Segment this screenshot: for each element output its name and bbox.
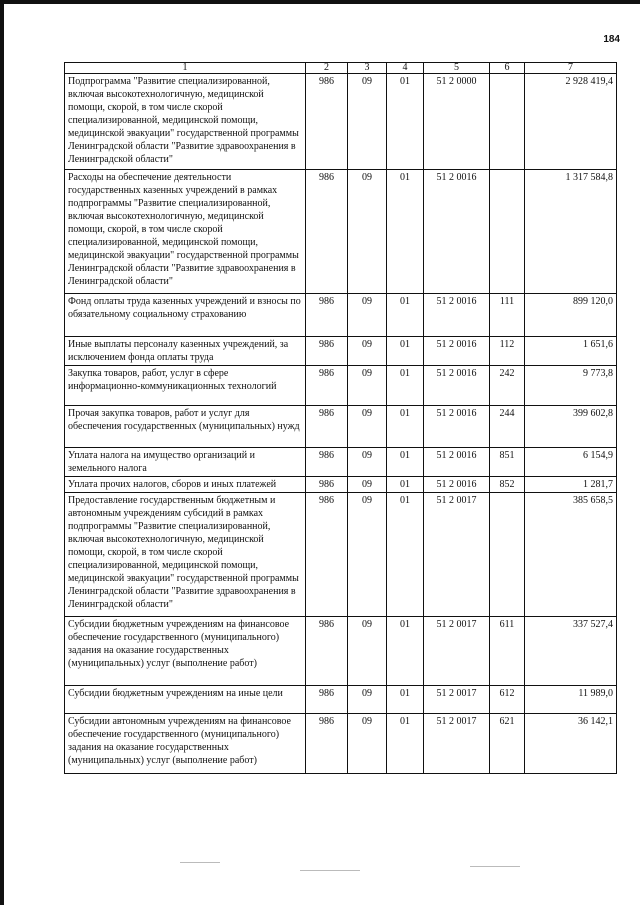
expense-type-code: 111	[490, 294, 525, 337]
subsection-code: 01	[387, 493, 424, 617]
column-header: 4	[387, 63, 424, 74]
ministry-code: 986	[306, 170, 348, 294]
section-code: 09	[348, 366, 387, 406]
subsection-code: 01	[387, 406, 424, 448]
target-code: 51 2 0016	[424, 337, 490, 366]
target-code: 51 2 0016	[424, 406, 490, 448]
subsection-code: 01	[387, 74, 424, 170]
row-description: Фонд оплаты труда казенных учреждений и взносы по обязательному социальному страхованию	[65, 294, 306, 337]
column-header: 2	[306, 63, 348, 74]
amount: 385 658,5	[525, 493, 617, 617]
table-row	[65, 366, 617, 406]
subsection-code: 01	[387, 477, 424, 493]
target-code: 51 2 0017	[424, 714, 490, 774]
expense-type-code	[490, 170, 525, 294]
target-code: 51 2 0017	[424, 686, 490, 714]
expense-type-code: 242	[490, 366, 525, 406]
subsection-code: 01	[387, 294, 424, 337]
amount: 337 527,4	[525, 617, 617, 686]
amount: 1 651,6	[525, 337, 617, 366]
row-description: Уплата прочих налогов, сборов и иных платежей	[65, 477, 306, 493]
subsection-code: 01	[387, 617, 424, 686]
expense-type-code: 621	[490, 714, 525, 774]
expense-type-code	[490, 493, 525, 617]
ministry-code: 986	[306, 714, 348, 774]
row-description: Предоставление государственным бюджетным и автономным учреждениям субсидий в рамках подпрограммы "Развитие специализированной, включая высокотехнологичную, медицинской помощи, скорой, в том числе скорой специализированной, медицинской помощи, медицинской эвакуации" государственной программы Ленинградской области "Развитие здравоохранения в Ленинградской области"	[65, 493, 306, 617]
section-code: 09	[348, 714, 387, 774]
amount: 36 142,1	[525, 714, 617, 774]
section-code: 09	[348, 448, 387, 477]
table-row	[65, 477, 617, 493]
target-code: 51 2 0017	[424, 493, 490, 617]
amount: 1 281,7	[525, 477, 617, 493]
column-header: 7	[525, 63, 617, 74]
row-description: Закупка товаров, работ, услуг в сфере информационно-коммуникационных технологий	[65, 366, 306, 406]
section-code: 09	[348, 477, 387, 493]
target-code: 51 2 0016	[424, 366, 490, 406]
table-row	[65, 170, 617, 294]
section-code: 09	[348, 74, 387, 170]
budget-table	[64, 62, 617, 774]
target-code: 51 2 0000	[424, 74, 490, 170]
table-row	[65, 294, 617, 337]
table-row	[65, 337, 617, 366]
ministry-code: 986	[306, 686, 348, 714]
section-code: 09	[348, 294, 387, 337]
amount: 9 773,8	[525, 366, 617, 406]
row-description: Подпрограмма "Развитие специализированной, включая высокотехнологичную, медицинской помощи, скорой, в том числе скорой специализированной, медицинской помощи, медицинской эвакуации" государственной программы Ленинградской области "Развитие здравоохранения в Ленинградской области"	[65, 74, 306, 170]
section-code: 09	[348, 493, 387, 617]
expense-type-code: 612	[490, 686, 525, 714]
section-code: 09	[348, 337, 387, 366]
column-header: 5	[424, 63, 490, 74]
row-description: Субсидии бюджетным учреждениям на финансовое обеспечение государственного (муниципального) задания на оказание государственных (муниципальных) услуг (выполнение работ)	[65, 617, 306, 686]
amount: 399 602,8	[525, 406, 617, 448]
scan-top-border	[0, 0, 640, 4]
amount: 1 317 584,8	[525, 170, 617, 294]
scan-artifact	[180, 862, 220, 863]
page-number: 184	[603, 34, 620, 45]
target-code: 51 2 0016	[424, 477, 490, 493]
ministry-code: 986	[306, 366, 348, 406]
subsection-code: 01	[387, 337, 424, 366]
amount: 2 928 419,4	[525, 74, 617, 170]
row-description: Иные выплаты персоналу казенных учреждений, за исключением фонда оплаты труда	[65, 337, 306, 366]
expense-type-code	[490, 74, 525, 170]
amount: 899 120,0	[525, 294, 617, 337]
ministry-code: 986	[306, 493, 348, 617]
section-code: 09	[348, 406, 387, 448]
table-row	[65, 406, 617, 448]
subsection-code: 01	[387, 366, 424, 406]
target-code: 51 2 0016	[424, 170, 490, 294]
section-code: 09	[348, 617, 387, 686]
expense-type-code: 611	[490, 617, 525, 686]
expense-type-code: 112	[490, 337, 525, 366]
row-description: Прочая закупка товаров, работ и услуг для обеспечения государственных (муниципальных) нужд	[65, 406, 306, 448]
ministry-code: 986	[306, 294, 348, 337]
subsection-code: 01	[387, 714, 424, 774]
amount: 11 989,0	[525, 686, 617, 714]
column-header: 1	[65, 63, 306, 74]
table-row	[65, 617, 617, 686]
row-description: Расходы на обеспечение деятельности государственных казенных учреждений в рамках подпрограммы "Развитие специализированной, включая высокотехнологичную, медицинской помощи, скорой, в том числе скорой специализированной, медицинской помощи, медицинской эвакуации" государственной программы Ленинградской области "Развитие здравоохранения в Ленинградской области"	[65, 170, 306, 294]
ministry-code: 986	[306, 448, 348, 477]
ministry-code: 986	[306, 617, 348, 686]
table-row	[65, 448, 617, 477]
scan-artifact	[300, 870, 360, 871]
table-row	[65, 714, 617, 774]
target-code: 51 2 0016	[424, 448, 490, 477]
column-header: 6	[490, 63, 525, 74]
subsection-code: 01	[387, 448, 424, 477]
row-description: Субсидии бюджетным учреждениям на иные цели	[65, 686, 306, 714]
target-code: 51 2 0017	[424, 617, 490, 686]
scan-left-border	[0, 0, 4, 905]
expense-type-code: 851	[490, 448, 525, 477]
amount: 6 154,9	[525, 448, 617, 477]
table-row	[65, 74, 617, 170]
row-description: Уплата налога на имущество организаций и земельного налога	[65, 448, 306, 477]
section-code: 09	[348, 170, 387, 294]
target-code: 51 2 0016	[424, 294, 490, 337]
table-row	[65, 493, 617, 617]
section-code: 09	[348, 686, 387, 714]
header-row	[65, 63, 617, 74]
ministry-code: 986	[306, 337, 348, 366]
subsection-code: 01	[387, 686, 424, 714]
expense-type-code: 852	[490, 477, 525, 493]
expense-type-code: 244	[490, 406, 525, 448]
column-header: 3	[348, 63, 387, 74]
ministry-code: 986	[306, 477, 348, 493]
row-description: Субсидии автономным учреждениям на финансовое обеспечение государственного (муниципального) задания на оказание государственных (муниципальных) услуг (выполнение работ)	[65, 714, 306, 774]
subsection-code: 01	[387, 170, 424, 294]
ministry-code: 986	[306, 74, 348, 170]
ministry-code: 986	[306, 406, 348, 448]
table-row	[65, 686, 617, 714]
scan-artifact	[470, 866, 520, 867]
